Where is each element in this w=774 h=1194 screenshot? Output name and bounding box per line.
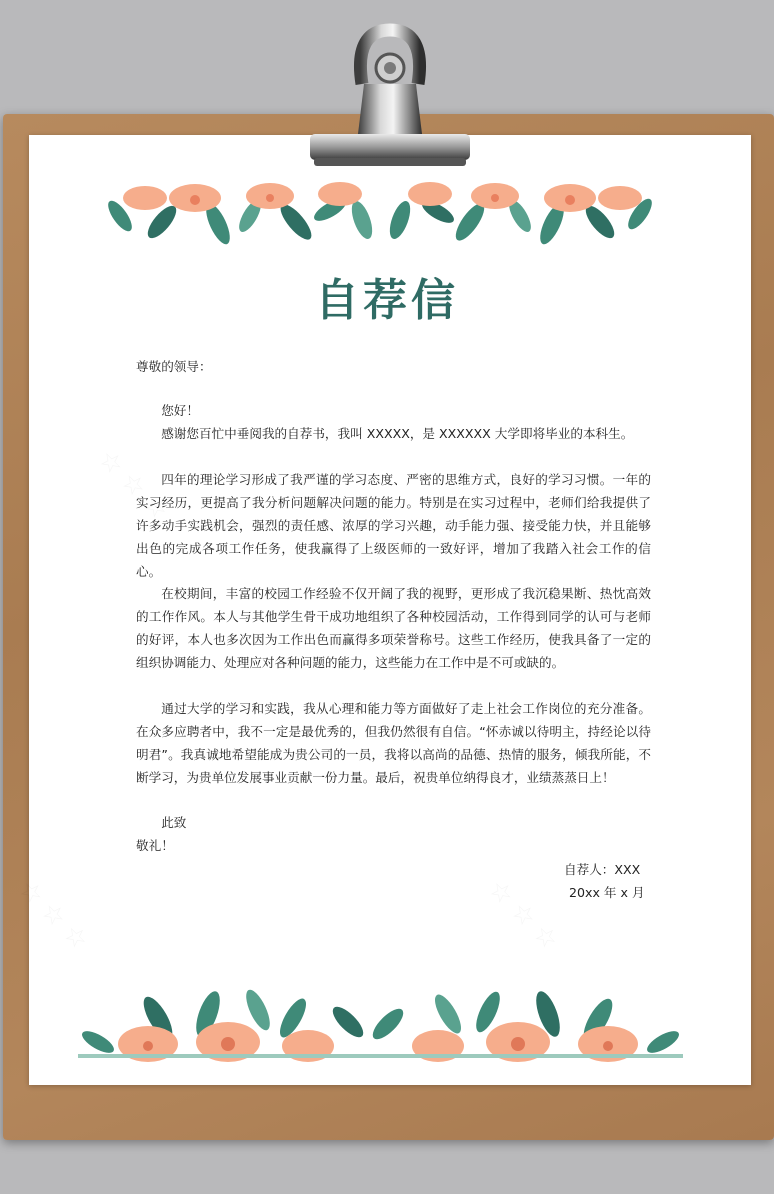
salutation: 尊敬的领导： bbox=[136, 359, 212, 374]
page-title: 自荐信 bbox=[315, 275, 459, 326]
floral-border-bottom bbox=[78, 992, 683, 1062]
body-paragraph-1 bbox=[136, 468, 651, 583]
floral-border-top bbox=[100, 186, 660, 250]
letter-greeting-block bbox=[136, 399, 651, 445]
closing-block bbox=[136, 811, 651, 857]
date: 20xx 年 x 月 bbox=[569, 885, 645, 900]
signer: 自荐人：XXX bbox=[564, 862, 641, 877]
closing-line-1: 此致 bbox=[161, 815, 187, 830]
paragraph-text: 四年的理论学习形成了我严谨的学习态度、严密的思维方式，良好的学习习惯。一年的实习经历，更提高了我分析问题解决问题的能力。特别是在实习过程中，老师们给我提供了许多动手实践机会，强烈的责任感、浓厚的学习兴趣，动手能力强、接受能力快，并且能够出色的完成各项工作任务，使我赢得了上级医师的一致好评，增加了我踏入社会工作的信心。 bbox=[136, 472, 651, 579]
greeting: 您好！ bbox=[161, 403, 199, 418]
binder-clip-icon bbox=[300, 22, 480, 182]
body-paragraph-3 bbox=[136, 697, 651, 789]
closing-line-2: 敬礼！ bbox=[136, 838, 174, 853]
paragraph-text: 在校期间，丰富的校园工作经验不仅开阔了我的视野，更形成了我沉稳果断、热忱高效的工作作风。本人与其他学生骨干成功地组织了各种校园活动，工作得到同学的认可与老师的好评，本人也多次因为工作出色而赢得多项荣誉称号。这些工作经历，使我具备了一定的组织协调能力、处理应对各种问题的能力，这些能力在工作中是不可或缺的。 bbox=[136, 586, 651, 670]
intro-paragraph: 感谢您百忙中垂阅我的自荐书，我叫 XXXXX，是 XXXXXX 大学即将毕业的本科生。 bbox=[161, 426, 634, 441]
body-paragraph-2 bbox=[136, 582, 651, 674]
paragraph-text: 通过大学的学习和实践，我从心理和能力等方面做好了走上社会工作岗位的充分准备。在众多应聘者中，我不一定是最优秀的，但我仍然很有自信。“怀赤诚以待明主，持经论以待明君”。我真诚地希望能成为贵公司的一员，我将以高尚的品德、热情的服务，倾我所能，不断学习，为贵单位发展事业贡献一份力量。最后，祝贵单位纳得良才，业绩蒸蒸日上！ bbox=[136, 701, 651, 785]
